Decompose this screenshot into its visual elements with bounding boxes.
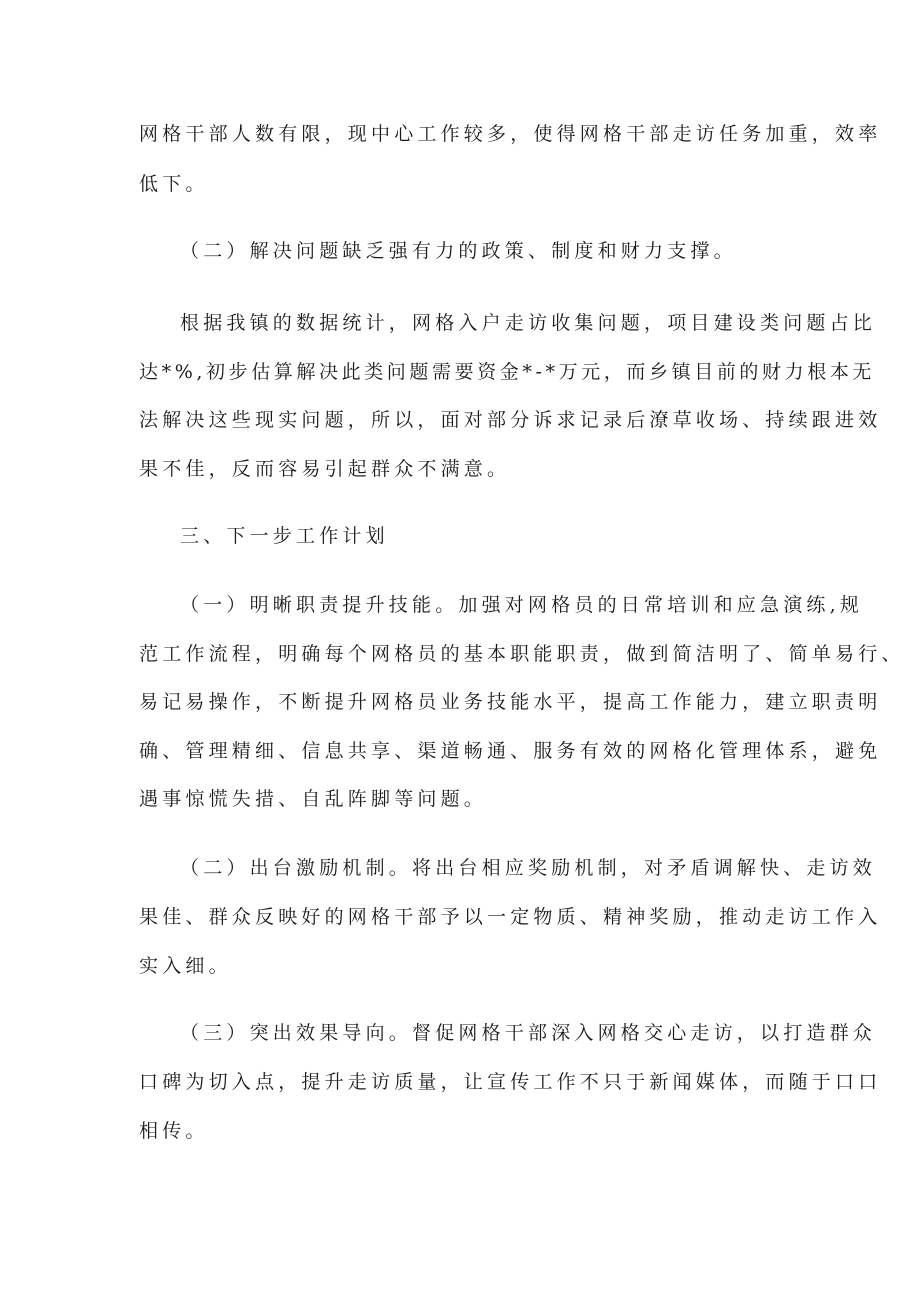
paragraph-line: （三）突出效果导向。督促网格干部深入网格交心走访，以打造群众 (180, 1022, 877, 1044)
paragraph-line: 口碑为切入点，提升走访质量，让宣传工作不只于新闻媒体，而随于口口 (139, 1071, 882, 1093)
section-heading: 三、下一步工作计划 (180, 525, 389, 547)
paragraph-line: 果不佳，反而容易引起群众不满意。 (139, 458, 511, 480)
section-subheading: （二）解决问题缺乏强有力的政策、制度和财力支撑。 (180, 240, 737, 262)
paragraph-line: 易记易操作，不断提升网格员业务技能水平，提高工作能力，建立职责明 (139, 691, 882, 713)
paragraph-line: 实入细。 (139, 955, 232, 977)
paragraph-line: （二）出台激励机制。将出台相应奖励机制，对矛盾调解快、走访效 (180, 857, 877, 879)
paragraph-line: 遇事惊慌失措、自乱阵脚等问题。 (139, 788, 488, 810)
paragraph-line: 达*%,初步估算解决此类问题需要资金*-*万元，而乡镇目前的财力根本无 (139, 361, 876, 383)
paragraph-line: 确、管理精细、信息共享、渠道畅通、服务有效的网格化管理体系，避免 (139, 740, 882, 762)
paragraph-line: 根据我镇的数据统计，网格入户走访收集问题，项目建设类问题占比 (180, 312, 877, 334)
paragraph-line: 范工作流程，明确每个网格员的基本职能职责，做到简洁明了、简单易行、 (139, 643, 905, 665)
paragraph-line: （一）明晰职责提升技能。加强对网格员的日常培训和应急演练,规 (180, 594, 864, 616)
paragraph-line: 网格干部人数有限，现中心工作较多，使得网格干部走访任务加重，效率 (139, 123, 882, 145)
paragraph-line: 低下。 (139, 173, 209, 195)
paragraph-line: 法解决这些现实问题，所以，面对部分诉求记录后潦草收场、持续跟进效 (139, 409, 882, 431)
paragraph-line: 相传。 (139, 1120, 209, 1142)
paragraph-line: 果佳、群众反映好的网格干部予以一定物质、精神奖励，推动走访工作入 (139, 906, 882, 928)
